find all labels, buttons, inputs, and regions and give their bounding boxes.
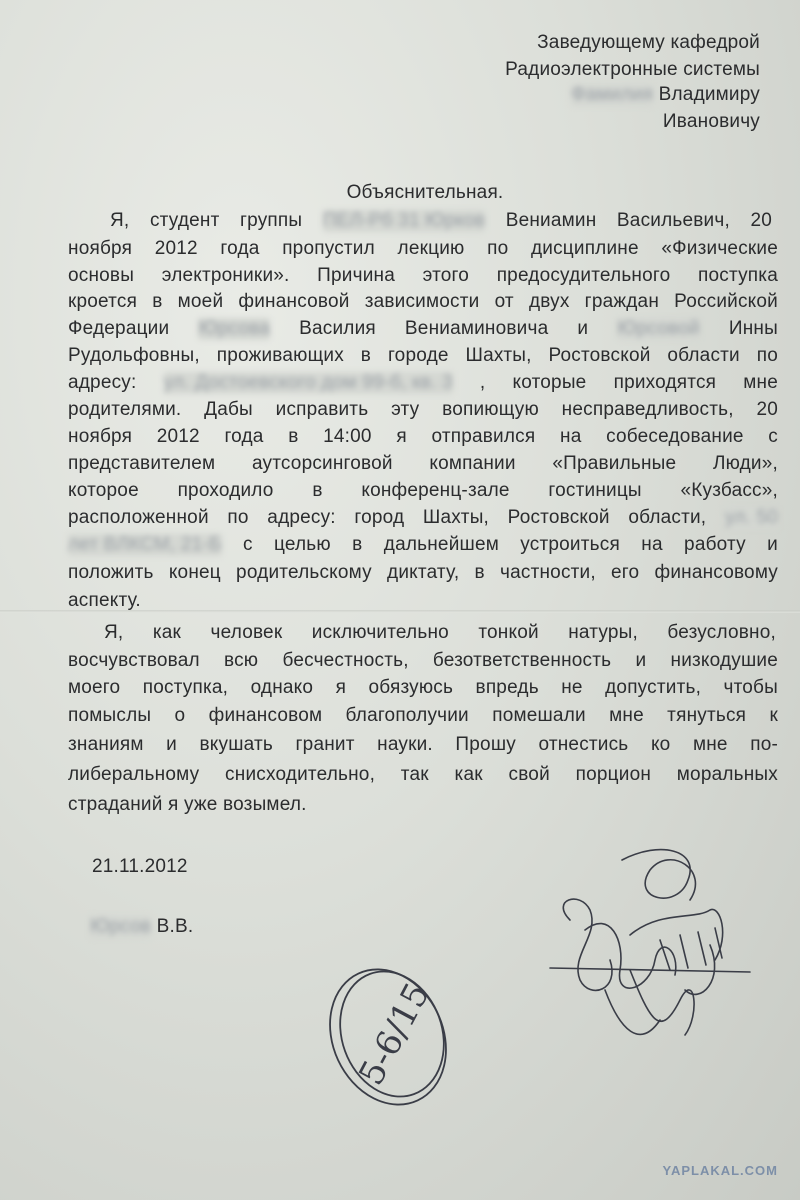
addressee-name: Владимиру [658,84,760,105]
text: Василия Вениаминовича и [299,318,589,339]
handwritten-circled-mark [318,952,468,1112]
handwritten-mark-text: 5-6/15 [351,976,438,1092]
body-line-13 [68,534,778,556]
body-line-4: кроется в моей финансовой зависимости от двух граждан Российской [68,291,778,312]
body-p2-line-3: моего поступка, однако я обязуюсь впредь не допустить, чтобы [68,677,778,698]
redacted-signer-surname: Юрсов [90,916,152,937]
addressee-line-2: Радиоэлектронные системы [505,59,760,80]
body-line-2: ноября 2012 года пропустил лекцию по дисциплине «Физические [68,238,778,259]
text: адресу: [68,372,137,393]
body-p2-line-5: знаниям и вкушать гранит науки. Прошу отнестись ко мне по- [68,734,778,755]
text: , которые приходятся мне [479,372,778,393]
watermark: YAPLAKAL.COM [662,1163,778,1178]
text: Вениамин Васильевич, 20 [505,210,773,231]
handwritten-signature [510,840,760,1070]
redacted-mother-surname: Юрсовой [617,318,700,339]
addressee-line-1: Заведующему кафедрой [537,32,760,53]
body-p2-line-2: восчувствовал всю бесчестность, безответственность и низкодушие [68,650,778,671]
document-title: Объяснительная. [346,182,504,203]
body-p2-line-1: Я, как человек исключительно тонкой натуры, безусловно, [104,622,776,643]
body-line-11: которое проходило в конференц-зале гостиницы «Кузбасс», [68,480,778,501]
text: Федерации [68,318,170,339]
text: расположенной по адресу: город Шахты, Ростовской области, [68,507,707,528]
redacted-address: ул. Достоевского дом 99-б, кв. 3 [163,372,453,393]
body-line-7 [68,372,778,394]
addressee-line-3 [70,84,760,106]
body-p2-line-6: либеральному снисходительно, так как свой порцион моральных [68,764,778,785]
body-p2-line-7: страданий я уже возымел. [68,794,307,815]
redacted-father-surname: Юрсова [198,318,271,339]
body-line-6: Рудольфовны, проживающих в городе Шахты, Ростовской области по [68,345,778,366]
body-line-10: представителем аутсорсинговой компании «Правильные Люди», [68,453,778,474]
addressee-line-4: Ивановичу [662,111,760,132]
body-line-14: положить конец родительскому диктату, в частности, его финансовому [68,562,778,583]
redacted-hotel-address: лет ВЛКСМ, 21-Б [68,534,222,555]
body-p2-line-4: помыслы о финансовом благополучии помешали мне тянуться к [68,705,778,726]
signer-initials: В.В. [156,916,194,937]
body-line-12 [68,507,778,529]
body-line-5 [68,318,778,340]
body-line-15: аспекту. [68,590,141,611]
redacted-surname: Фамилия [571,84,654,105]
text: Инны [728,318,778,339]
text: с целью в дальнейшем устроиться на работу и [242,534,778,555]
redacted-group: ПЕЛ-Рб 31 Юрков [322,210,486,231]
body-line-3: основы электроники». Причина этого предосудительного поступка [68,265,778,286]
body-line-8: родителями. Дабы исправить эту вопиющую несправедливость, 20 [68,399,778,420]
body-line-9: ноября 2012 года в 14:00 я отправился на собеседование с [68,426,778,447]
redacted-hotel-address: ул. 50 [724,507,778,528]
text: Я, студент группы [110,210,303,231]
body-line-1 [110,210,772,232]
signer-name [90,916,310,938]
letter-date: 21.11.2012 [92,856,188,877]
